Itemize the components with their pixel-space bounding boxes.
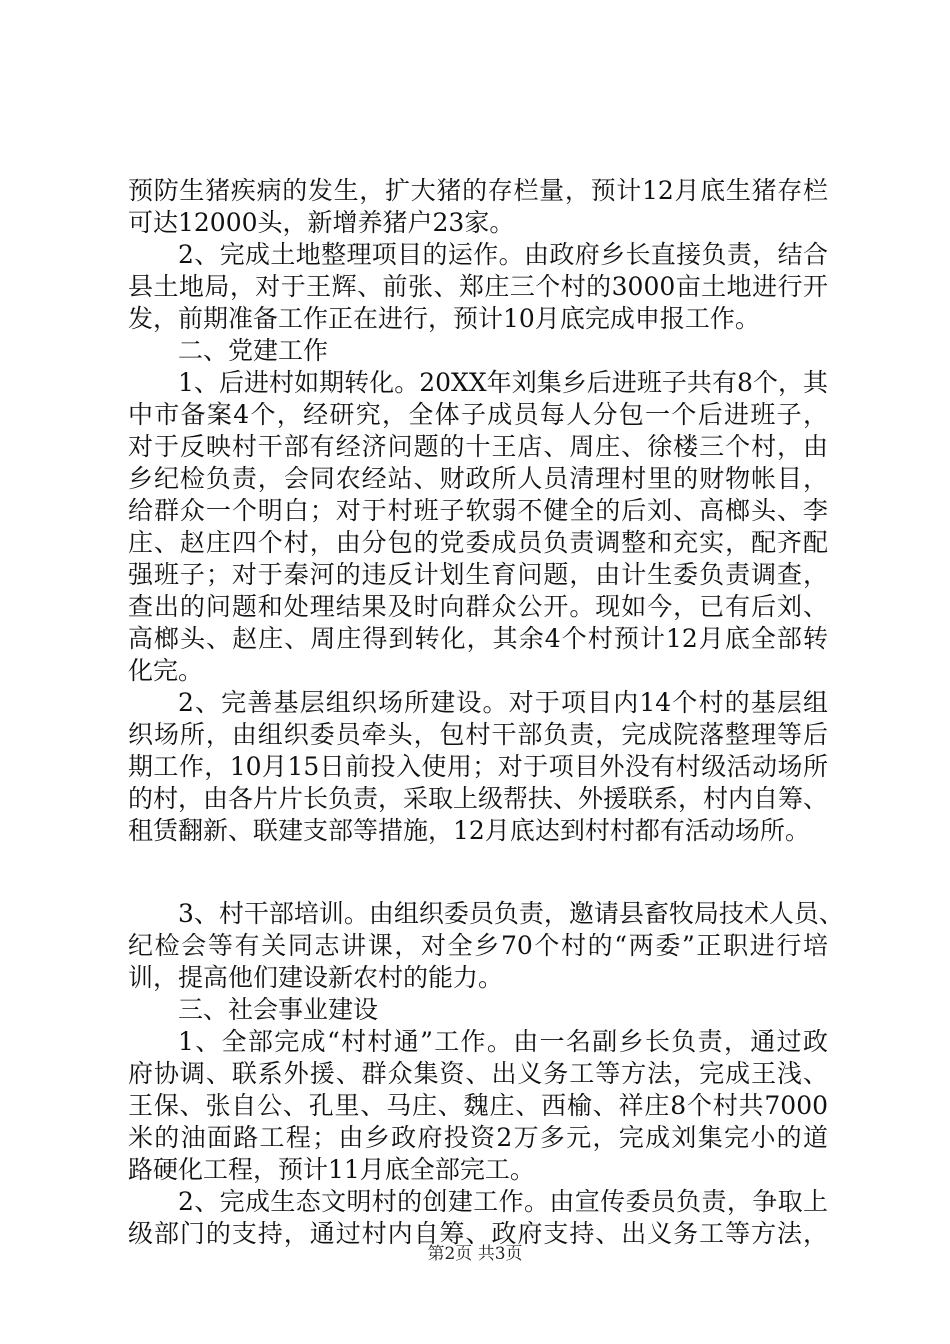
- section-heading: 二、党建工作: [178, 336, 329, 365]
- text-line: 化完。: [128, 656, 204, 685]
- text-line: 庄、赵庄四个村，由分包的党委成员负责调整和充实，配齐配: [128, 528, 828, 557]
- text-line: 强班子；对于秦河的违反计划生育问题，由计生委负责调查，: [128, 560, 828, 589]
- text-line: 府协调、联系外援、群众集资、出义务工等方法，完成王浅、: [128, 1059, 828, 1088]
- text-line: 发，前期准备工作正在进行，预计10月底完成申报工作。: [128, 304, 760, 333]
- text-line: 1、后进村如期转化。20XX年刘集乡后进班子共有8个，其: [178, 368, 828, 397]
- text-line: 乡纪检负责，会同农经站、财政所人员清理村里的财物帐目，: [128, 464, 828, 493]
- text-line: 1、全部完成“村村通”工作。由一名副乡长负责，通过政: [178, 1027, 828, 1056]
- text-line: 县土地局，对于王辉、前张、郑庄三个村的3000亩土地进行开: [128, 272, 828, 301]
- text-line: 给群众一个明白；对于村班子软弱不健全的后刘、高榔头、李: [128, 496, 828, 525]
- text-line: 租赁翻新、联建支部等措施，12月底达到村村都有活动场所。: [128, 816, 810, 845]
- text-line: 2、完成生态文明村的创建工作。由宣传委员负责，争取上: [178, 1187, 828, 1216]
- text-line: 路硬化工程，预计11月底全部完工。: [128, 1155, 535, 1184]
- text-line: 王保、张自公、孔里、马庄、魏庄、西榆、祥庄8个村共7000: [128, 1091, 828, 1120]
- text-line: 期工作，10月15日前投入使用；对于项目外没有村级活动场所: [128, 752, 828, 781]
- page-footer: 第2页 共3页: [427, 1244, 523, 1264]
- text-line: 对于反映村干部有经济问题的十王店、周庄、徐楼三个村，由: [128, 432, 828, 461]
- text-line: 米的油面路工程；由乡政府投资2万多元，完成刘集完小的道: [128, 1123, 828, 1152]
- text-line: 3、村干部培训。由组织委员负责，邀请县畜牧局技术人员、: [178, 899, 844, 928]
- text-line: 的村，由各片片长负责，采取上级帮扶、外援联系，村内自筹、: [128, 784, 829, 813]
- text-line: 预防生猪疾病的发生，扩大猪的存栏量，预计12月底生猪存栏: [128, 176, 828, 205]
- text-line: 训，提高他们建设新农村的能力。: [128, 963, 504, 992]
- text-line: 查出的问题和处理结果及时向群众公开。现如今，已有后刘、: [128, 592, 828, 621]
- text-line: 织场所，由组织委员牵头，包村干部负责，完成院落整理等后: [128, 720, 828, 749]
- text-line: 高榔头、赵庄、周庄得到转化，其余4个村预计12月底全部转: [128, 624, 828, 653]
- text-line: 2、完成土地整理项目的运作。由政府乡长直接负责，结合: [178, 240, 828, 269]
- text-line: 级部门的支持，通过村内自筹、政府支持、出义务工等方法，: [128, 1219, 828, 1248]
- text-line: 2、完善基层组织场所建设。对于项目内14个村的基层组: [178, 688, 828, 717]
- text-line: 纪检会等有关同志讲课，对全乡70个村的“两委”正职进行培: [128, 931, 828, 960]
- text-line: 中市备案4个，经研究，全体子成员每人分包一个后进班子，: [128, 400, 828, 429]
- section-heading: 三、社会事业建设: [178, 995, 379, 1024]
- text-line: 可达12000头，新增养猪户23家。: [128, 208, 515, 237]
